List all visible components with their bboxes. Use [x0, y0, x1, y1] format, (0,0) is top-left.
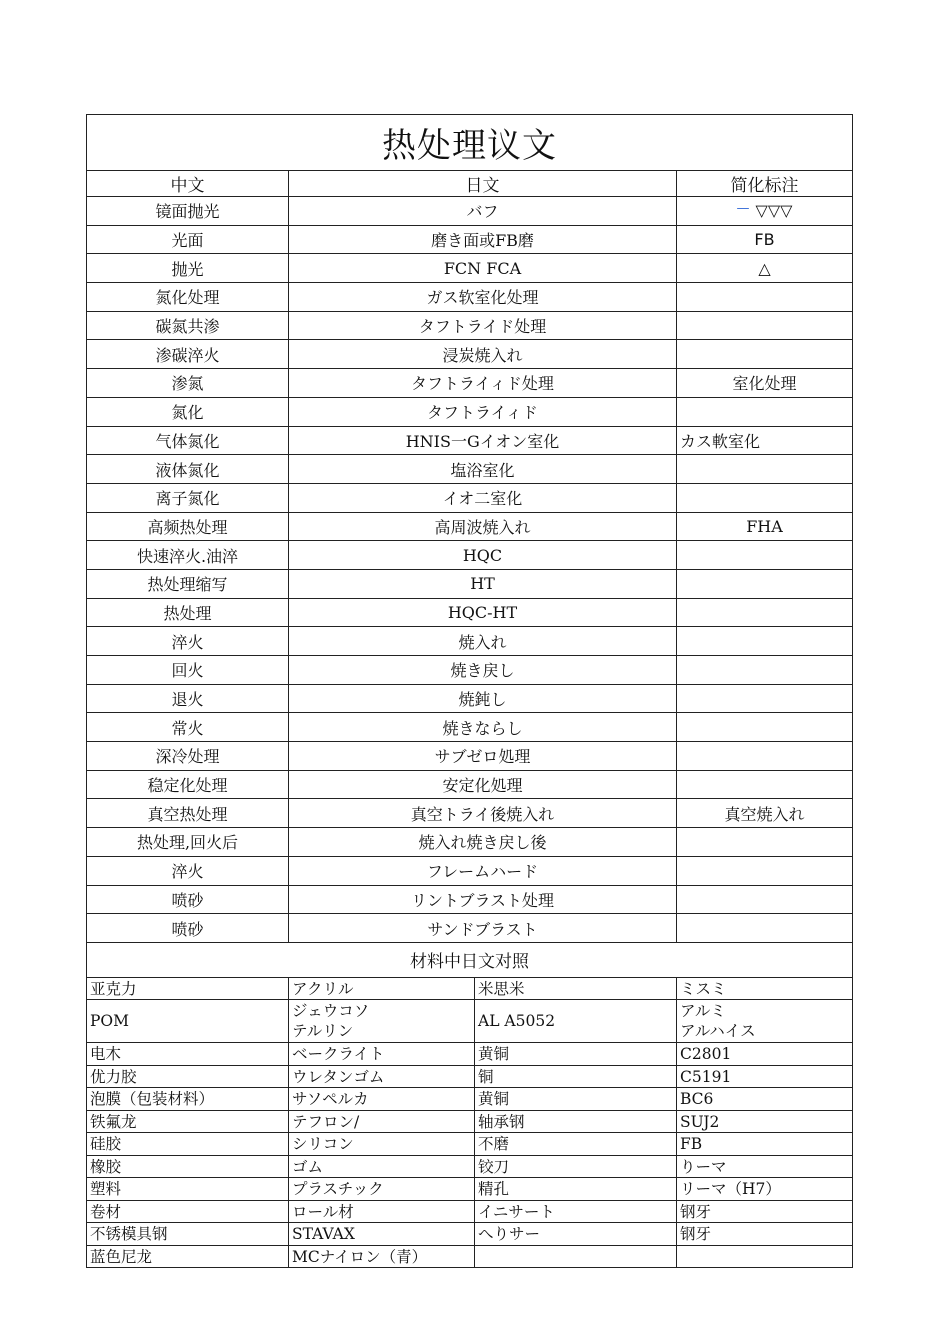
material-row — [87, 1155, 853, 1178]
abbreviation-text: ▽▽▽ — [755, 201, 793, 221]
material-row — [87, 1133, 853, 1156]
material-row — [87, 1065, 853, 1088]
heat-japanese-cell: タフトライィド — [289, 397, 677, 426]
heat-japanese-cell: 焼きならし — [289, 713, 677, 742]
heat-japanese-cell: 磨き面或FB磨 — [289, 225, 677, 254]
material-japanese-cell-2: SUJ2 — [677, 1110, 853, 1133]
material-chinese-cell-2 — [475, 1245, 677, 1268]
heat-chinese-cell: 光面 — [87, 225, 289, 254]
material-chinese-cell: 不锈模具钢 — [87, 1223, 289, 1246]
heat-abbreviation-cell — [677, 197, 853, 226]
heat-japanese-cell: フレームハード — [289, 856, 677, 885]
heat-chinese-cell: 氮化处理 — [87, 283, 289, 312]
heat-chinese-cell: 退火 — [87, 684, 289, 713]
heat-japanese-cell: タフトライド处理 — [289, 311, 677, 340]
heat-japanese-cell: イオ二室化 — [289, 483, 677, 512]
section-title-row — [87, 942, 853, 977]
page-title: 热处理议文 — [87, 115, 853, 171]
material-japanese-cell-2: BC6 — [677, 1088, 853, 1111]
heat-chinese-cell: 回火 — [87, 656, 289, 685]
heat-chinese-cell: 淬火 — [87, 627, 289, 656]
material-japanese-cell: プラスチック — [289, 1178, 475, 1201]
heat-japanese-cell: ガス软室化处理 — [289, 283, 677, 312]
material-chinese-cell: 铁氟龙 — [87, 1110, 289, 1133]
material-chinese-cell-2: 铜 — [475, 1065, 677, 1088]
material-japanese-cell: MCナイロン（青） — [289, 1245, 475, 1268]
material-japanese-cell: テフロン/ — [289, 1110, 475, 1133]
material-japanese-cell-2: 钢牙 — [677, 1200, 853, 1223]
heat-abbreviation-cell — [677, 311, 853, 340]
heat-row — [87, 397, 853, 426]
material-chinese-cell-2: イニサート — [475, 1200, 677, 1223]
heat-row — [87, 713, 853, 742]
heat-japanese-cell: 浸炭焼入れ — [289, 340, 677, 369]
heat-japanese-cell: 安定化処理 — [289, 770, 677, 799]
heat-japanese-cell: 焼入れ — [289, 627, 677, 656]
material-japanese-cell: ベークライト — [289, 1043, 475, 1066]
heat-row — [87, 426, 853, 455]
material-chinese-cell: 优力胶 — [87, 1065, 289, 1088]
heat-row — [87, 340, 853, 369]
heat-abbreviation-cell — [677, 684, 853, 713]
material-chinese-cell-2: 精孔 — [475, 1178, 677, 1201]
heat-row — [87, 369, 853, 398]
material-japanese-cell-2: 钢牙 — [677, 1223, 853, 1246]
header-chinese: 中文 — [87, 171, 289, 197]
heat-japanese-cell: FCN FCA — [289, 254, 677, 283]
heat-abbreviation-cell — [677, 627, 853, 656]
heat-abbreviation-cell — [677, 799, 853, 828]
heat-japanese-cell: 焼き戻し — [289, 656, 677, 685]
heat-japanese-cell: 塩浴室化 — [289, 455, 677, 484]
heat-japanese-cell: サブゼロ処理 — [289, 742, 677, 771]
material-row — [87, 1223, 853, 1246]
heat-treatment-glossary-table — [86, 114, 853, 1268]
heat-abbreviation-cell — [677, 713, 853, 742]
heat-japanese-cell: 焼入れ焼き戻し後 — [289, 828, 677, 857]
header-row — [87, 171, 853, 197]
heat-abbreviation-cell — [677, 483, 853, 512]
heat-japanese-cell: 焼鈍し — [289, 684, 677, 713]
material-row — [87, 1110, 853, 1133]
material-japanese-cell: アクリル — [289, 977, 475, 1000]
heat-row — [87, 598, 853, 627]
material-chinese-cell-2: 米思米 — [475, 977, 677, 1000]
material-japanese-cell-2: FB — [677, 1133, 853, 1156]
abbreviation-text: 室化处理 — [732, 374, 797, 394]
material-chinese-cell-2: 铰刀 — [475, 1155, 677, 1178]
heat-japanese-cell: HQC-HT — [289, 598, 677, 627]
heat-row — [87, 311, 853, 340]
heat-chinese-cell: 气体氮化 — [87, 426, 289, 455]
heat-abbreviation-cell — [677, 742, 853, 771]
heat-abbreviation-cell — [677, 283, 853, 312]
material-chinese-cell-2: AL A5052 — [475, 1000, 677, 1043]
heat-abbreviation-cell — [677, 225, 853, 254]
section-title: 材料中日文对照 — [87, 942, 853, 977]
heat-chinese-cell: 稳定化处理 — [87, 770, 289, 799]
material-row — [87, 1088, 853, 1111]
material-japanese-cell-2: C2801 — [677, 1043, 853, 1066]
heat-chinese-cell: 喷砂 — [87, 914, 289, 943]
header-japanese: 日文 — [289, 171, 677, 197]
material-chinese-cell: 泡膜（包装材料） — [87, 1088, 289, 1111]
material-japanese-cell-2 — [677, 1245, 853, 1268]
heat-chinese-cell: 常火 — [87, 713, 289, 742]
abbreviation-text: △ — [758, 258, 771, 278]
heat-chinese-cell: 深冷处理 — [87, 742, 289, 771]
heat-abbreviation-cell — [677, 455, 853, 484]
heat-chinese-cell: 喷砂 — [87, 885, 289, 914]
heat-chinese-cell: 氮化 — [87, 397, 289, 426]
material-row — [87, 1200, 853, 1223]
material-row — [87, 1245, 853, 1268]
material-chinese-cell: 塑料 — [87, 1178, 289, 1201]
heat-row — [87, 569, 853, 598]
header-abbreviation: 简化标注 — [677, 171, 853, 197]
heat-japanese-cell: サンドブラスト — [289, 914, 677, 943]
material-japanese-cell: ウレタンゴム — [289, 1065, 475, 1088]
material-row — [87, 1000, 853, 1043]
material-japanese-cell-2: C5191 — [677, 1065, 853, 1088]
heat-chinese-cell: 渗碳淬火 — [87, 340, 289, 369]
material-japanese-cell-2: りーマ — [677, 1155, 853, 1178]
material-japanese-cell: ロール材 — [289, 1200, 475, 1223]
material-chinese-cell: POM — [87, 1000, 289, 1043]
heat-japanese-cell: 真空トライ後焼入れ — [289, 799, 677, 828]
heat-abbreviation-cell — [677, 397, 853, 426]
material-japanese-cell-2 — [677, 1000, 853, 1043]
heat-row — [87, 770, 853, 799]
heat-japanese-cell: HQC — [289, 541, 677, 570]
material-chinese-cell-2: 黄铜 — [475, 1043, 677, 1066]
material-chinese-cell: 硅胶 — [87, 1133, 289, 1156]
overline-mark: — — [736, 201, 750, 217]
heat-abbreviation-cell — [677, 569, 853, 598]
heat-row — [87, 627, 853, 656]
material-row — [87, 1043, 853, 1066]
heat-row — [87, 885, 853, 914]
material-chinese-cell: 卷材 — [87, 1200, 289, 1223]
heat-abbreviation-cell — [677, 512, 853, 541]
heat-abbreviation-cell — [677, 770, 853, 799]
heat-chinese-cell: 热处理 — [87, 598, 289, 627]
heat-row — [87, 541, 853, 570]
heat-chinese-cell: 真空热处理 — [87, 799, 289, 828]
heat-abbreviation-cell — [677, 914, 853, 943]
heat-abbreviation-cell — [677, 340, 853, 369]
heat-row — [87, 914, 853, 943]
heat-row — [87, 512, 853, 541]
material-chinese-cell: 橡胶 — [87, 1155, 289, 1178]
material-chinese-cell: 蓝色尼龙 — [87, 1245, 289, 1268]
heat-abbreviation-cell — [677, 828, 853, 857]
heat-abbreviation-cell — [677, 369, 853, 398]
heat-chinese-cell: 渗氮 — [87, 369, 289, 398]
heat-chinese-cell: 离子氮化 — [87, 483, 289, 512]
heat-chinese-cell: 热处理,回火后 — [87, 828, 289, 857]
material-japanese-cell: シリコン — [289, 1133, 475, 1156]
material-japanese-cell: STAVAX — [289, 1223, 475, 1246]
material-chinese-cell-2: へりサー — [475, 1223, 677, 1246]
heat-chinese-cell: 液体氮化 — [87, 455, 289, 484]
heat-row — [87, 197, 853, 226]
heat-abbreviation-cell — [677, 856, 853, 885]
heat-chinese-cell: 碳氮共渗 — [87, 311, 289, 340]
heat-chinese-cell: 抛光 — [87, 254, 289, 283]
heat-row — [87, 684, 853, 713]
cell-line: アルミ — [680, 1002, 726, 1021]
material-chinese-cell: 亚克力 — [87, 977, 289, 1000]
abbreviation-text: FHA — [746, 516, 783, 536]
material-japanese-cell-2: ミスミ — [677, 977, 853, 1000]
heat-abbreviation-cell — [677, 598, 853, 627]
cell-line: ジェウコソ — [292, 1002, 370, 1021]
heat-chinese-cell: 镜面抛光 — [87, 197, 289, 226]
cell-line: テルリン — [292, 1022, 354, 1041]
heat-japanese-cell: バフ — [289, 197, 677, 226]
heat-abbreviation-cell — [677, 254, 853, 283]
abbreviation-text: 真空焼入れ — [724, 804, 805, 824]
heat-abbreviation-cell — [677, 656, 853, 685]
heat-row — [87, 483, 853, 512]
heat-abbreviation-cell — [677, 426, 853, 455]
heat-chinese-cell: 淬火 — [87, 856, 289, 885]
heat-row — [87, 455, 853, 484]
material-chinese-cell-2: 黄铜 — [475, 1088, 677, 1111]
material-japanese-cell-2: リーマ（H7） — [677, 1178, 853, 1201]
heat-abbreviation-cell — [677, 885, 853, 914]
material-row — [87, 1178, 853, 1201]
heat-row — [87, 828, 853, 857]
abbreviation-text: FB — [754, 230, 775, 250]
heat-japanese-cell: タフトライィド处理 — [289, 369, 677, 398]
heat-abbreviation-cell — [677, 541, 853, 570]
heat-row — [87, 254, 853, 283]
cell-line: アルハイス — [680, 1022, 756, 1041]
material-row — [87, 977, 853, 1000]
material-chinese-cell: 电木 — [87, 1043, 289, 1066]
heat-row — [87, 656, 853, 685]
heat-chinese-cell: 高频热处理 — [87, 512, 289, 541]
material-japanese-cell — [289, 1000, 475, 1043]
heat-chinese-cell: 热处理缩写 — [87, 569, 289, 598]
material-chinese-cell-2: 不磨 — [475, 1133, 677, 1156]
heat-chinese-cell: 快速淬火.油淬 — [87, 541, 289, 570]
heat-japanese-cell: HNIS一Gイオン室化 — [289, 426, 677, 455]
heat-row — [87, 856, 853, 885]
material-japanese-cell: ゴム — [289, 1155, 475, 1178]
heat-row — [87, 283, 853, 312]
heat-japanese-cell: HT — [289, 569, 677, 598]
heat-row — [87, 742, 853, 771]
heat-row — [87, 225, 853, 254]
heat-japanese-cell: 高周波焼入れ — [289, 512, 677, 541]
abbreviation-text: カス軟室化 — [680, 431, 761, 451]
heat-japanese-cell: リントブラスト处理 — [289, 885, 677, 914]
material-chinese-cell-2: 轴承钢 — [475, 1110, 677, 1133]
material-japanese-cell: サソペルカ — [289, 1088, 475, 1111]
heat-row — [87, 799, 853, 828]
title-row — [87, 115, 853, 171]
